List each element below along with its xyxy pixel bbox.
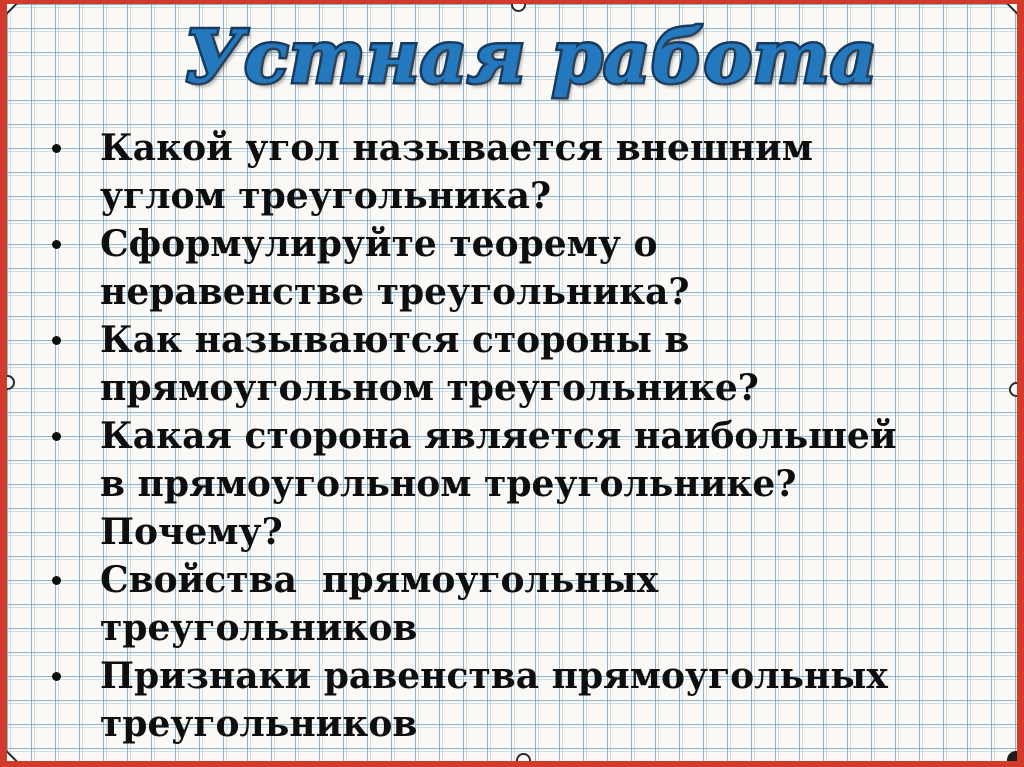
edge-handle-right-icon	[1009, 382, 1024, 397]
bullet-icon	[52, 576, 61, 585]
bullet-icon	[52, 672, 61, 681]
bullet-text: Свойства прямоугольных треугольников	[100, 559, 671, 649]
list-item	[47, 412, 919, 556]
edge-handle-top-icon	[511, 0, 526, 12]
bullet-list	[47, 124, 919, 748]
bullet-text: Какой угол называется внешним углом треугольника?	[100, 127, 826, 217]
bullet-icon	[52, 240, 61, 249]
corner-mark-bottom-right-icon	[1003, 747, 1024, 767]
bullet-text: Сформулируйте теорему о неравенстве треугольника?	[100, 223, 690, 313]
list-item	[47, 220, 919, 316]
slide-title: Устная работа	[185, 14, 878, 99]
list-item	[47, 556, 919, 652]
bullet-icon	[52, 336, 61, 345]
corner-mark-top-left-icon	[0, 0, 19, 16]
corner-mark-top-right-icon	[1005, 0, 1024, 16]
bullet-icon	[52, 432, 61, 441]
list-item	[47, 316, 919, 412]
bullet-icon	[52, 144, 61, 153]
list-item	[47, 124, 919, 220]
edge-handle-bottom-icon	[516, 753, 531, 767]
bullet-text: Как называются стороны в прямоугольном треугольнике?	[100, 319, 759, 409]
corner-mark-bottom-left-icon	[0, 749, 19, 767]
bullet-text: Какая сторона является наибольшей в прямоугольном треугольнике? Почему?	[100, 415, 910, 553]
bullet-text: Признаки равенства прямоугольных треугольников	[100, 655, 901, 745]
edge-handle-left-icon	[0, 375, 15, 390]
list-item	[47, 652, 919, 748]
